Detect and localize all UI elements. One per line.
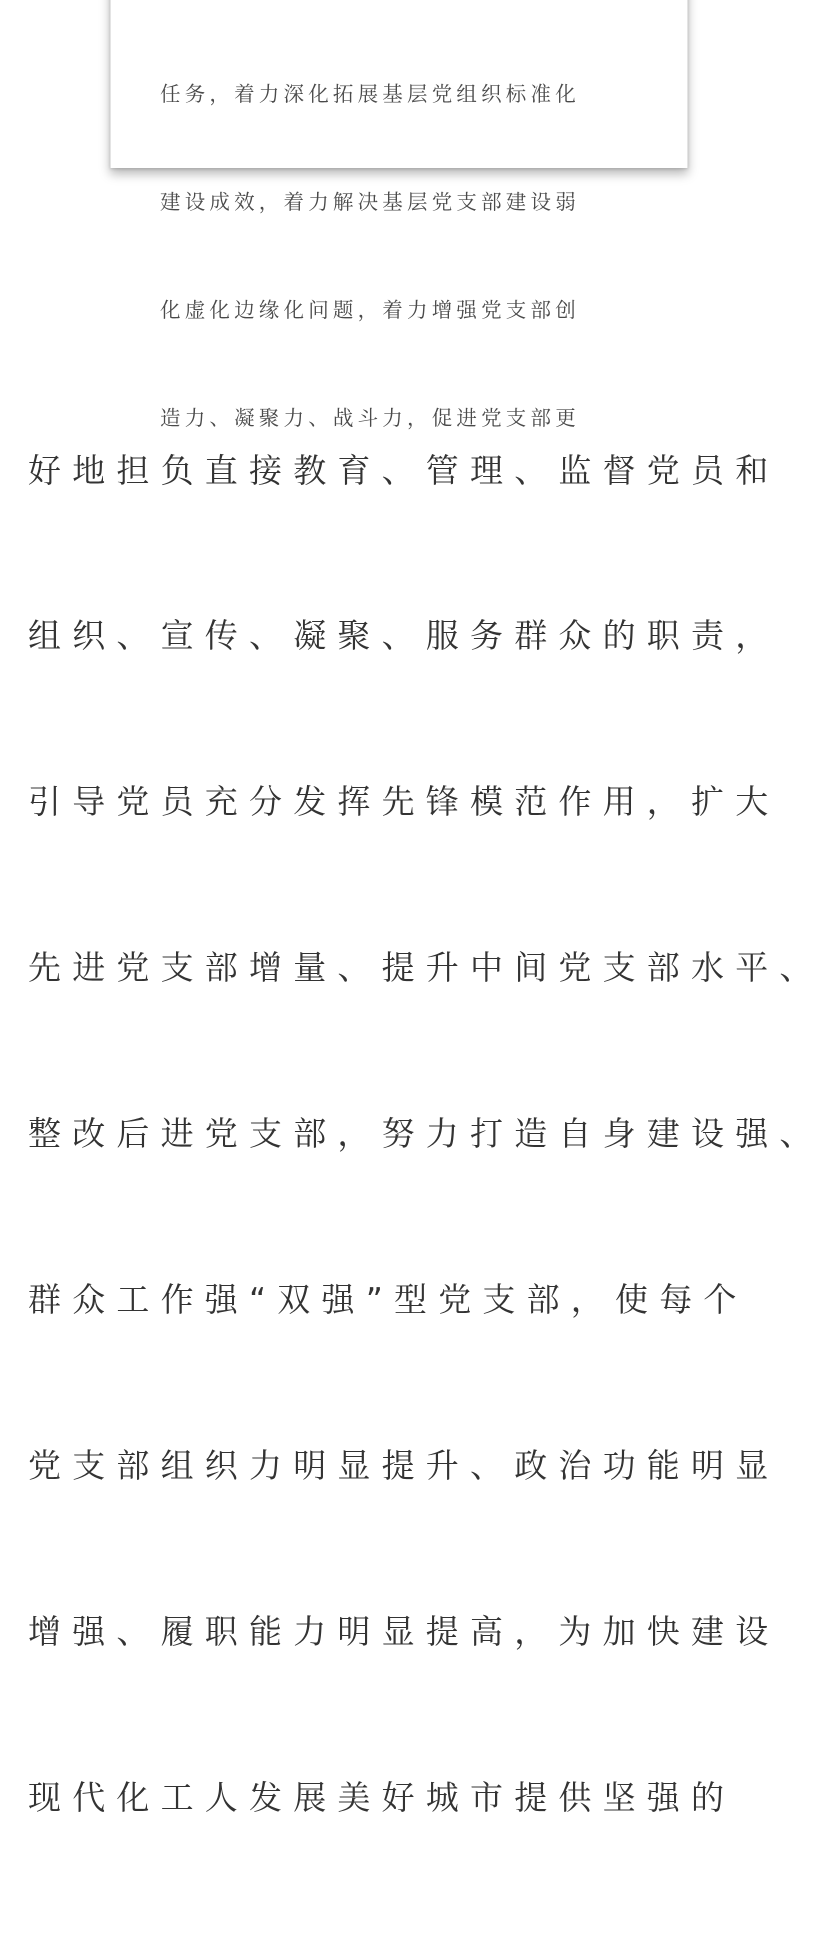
- body-line: 增强、履职能力明显提高，为加快建设: [28, 1611, 780, 1651]
- body-paragraph: [28, 332, 828, 1936]
- card-line: 造力、凝聚力、战斗力，促进党支部更: [160, 406, 580, 430]
- card-line: 化虚化边缘化问题，着力增强党支部创: [160, 298, 580, 322]
- body-line: 群众工作强“双强”型党支部，使每个: [28, 1280, 748, 1320]
- body-line: 整改后进党支部，努力打造自身建设强、: [28, 1114, 824, 1154]
- body-line: 党支部组织力明显提升、政治功能明显: [28, 1445, 780, 1485]
- body-line: 先进党支部增量、提升中间党支部水平、: [28, 948, 824, 988]
- card-line: 任务，着力深化拓展基层党组织标准化: [160, 82, 580, 106]
- body-line: 引导党员充分发挥先锋模范作用，扩大: [28, 782, 780, 822]
- body-line: 好地担负直接教育、管理、监督党员和: [28, 450, 780, 490]
- card-line: 建设成效，着力解决基层党支部建设弱: [160, 190, 580, 214]
- body-line: 组织、宣传、凝聚、服务群众的职责，: [28, 616, 780, 656]
- body-line: 现代化工人发展美好城市提供坚强的: [28, 1777, 736, 1817]
